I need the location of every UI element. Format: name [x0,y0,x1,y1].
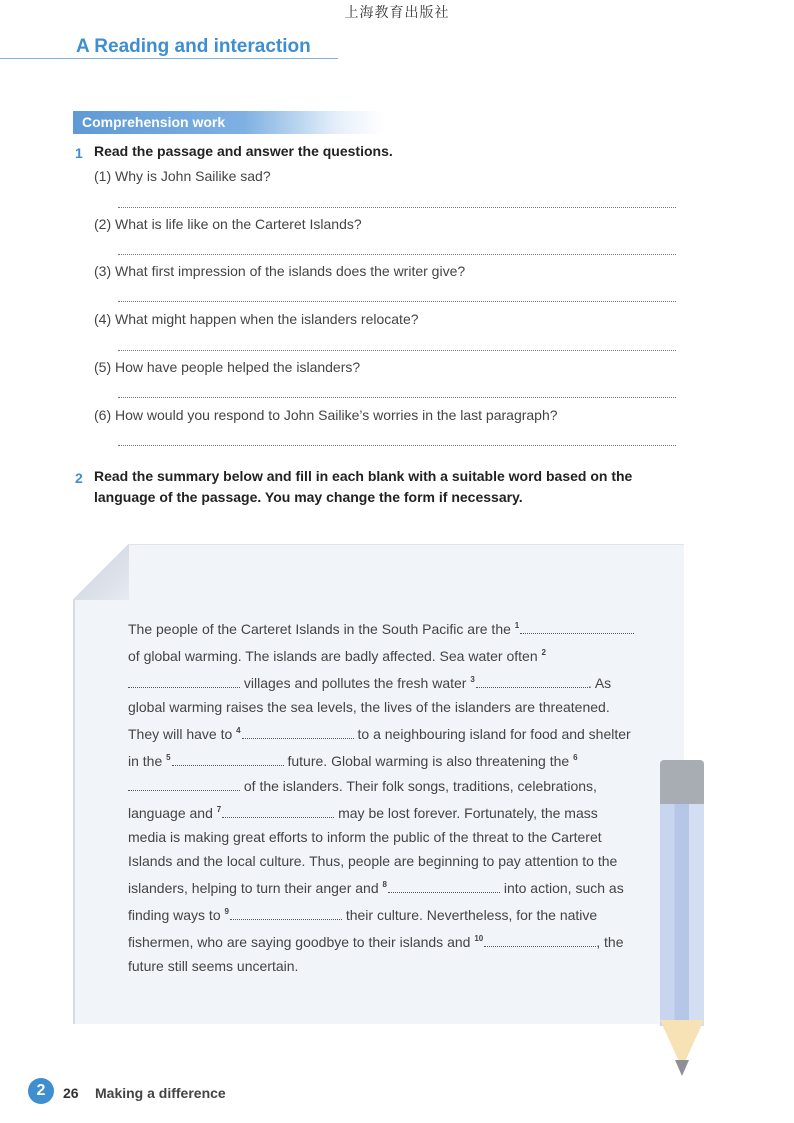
page-number: 26 [63,1085,79,1101]
question-1-item-6: (6) How would you respond to John Sailike’s worries in the last paragraph? [94,407,558,423]
summary-passage: The people of the Carteret Islands in the South Pacific are the $^1$ of global warming. The islands are badly affected. Sea water often $^2$ villages and pollutes the fresh water $^3$ . As global warming raises the sea levels, the lives of the islanders are threatened. They will have to $^4$ to a neighbouring island for food and shelter in the $^5$ future. Global warming is also threatening the $^6$ of the islanders. Their folk songs, traditions, celebrations, language and $^7$ may be lost forever. Fortunately, the mass media is making great efforts to inform the public of the threat to the Carteret Islands and the local culture. Thus, people are beginning to pay attention to the islanders, helping to turn their anger and $^8$ into action, such as finding ways to $^9$ their culture. Nevertheless, for the native fishermen, who are saying goodbye to their islands and $^{10}$ , the future still seems uncertain. [128,614,638,978]
blank-6-number: 6 [573,753,578,763]
question-1-item-4: (4) What might happen when the islanders relocate? [94,311,419,327]
question-2-instruction-line-2: language of the passage. You may change the form if necessary. [94,489,523,505]
publisher-name: 上海教育出版社 [344,5,450,21]
blank-9-number: 9 [224,907,229,917]
blank-10-number: 10 [474,934,484,944]
blank-9[interactable] [230,905,342,920]
blank-4[interactable] [242,724,354,739]
blank-1-number: 1 [514,621,520,630]
answer-line-6[interactable] [118,445,676,446]
unit-title: Making a difference [95,1085,226,1101]
question-1-number: 1 [75,145,83,161]
question-1-item-5: (5) How have people helped the islanders? [94,359,361,375]
answer-line-5[interactable] [118,397,676,398]
note-edge-shadow [73,600,75,1024]
pencil-lead-tip [675,1060,689,1076]
blank-5-number: 5 [166,753,171,763]
pencil-body [660,804,704,1026]
note-folded-corner [73,544,129,600]
blank-3[interactable] [476,673,588,688]
blank-7[interactable] [222,803,334,818]
blank-1[interactable] [520,619,634,634]
question-1-item-3: (3) What first impression of the islands does the writer give? [94,263,466,279]
blank-6[interactable] [128,776,240,791]
blank-8-number: 8 [382,879,387,889]
unit-number-badge: 2 [28,1078,54,1104]
blank-2[interactable] [128,673,240,688]
question-1-item-1: (1) Why is John Sailike sad? [94,168,271,184]
pencil-eraser [660,760,704,804]
blank-4-number: 4 [236,726,241,736]
question-2-number: 2 [75,470,83,486]
answer-line-3[interactable] [118,301,676,302]
section-title-underline [0,58,338,59]
answer-line-1[interactable] [118,207,676,208]
blank-7-number: 7 [216,804,222,814]
comprehension-band [73,111,383,134]
blank-8[interactable] [388,878,500,893]
answer-line-2[interactable] [118,254,676,255]
blank-2-number: 2 [541,648,546,658]
question-1-instruction: Read the passage and answer the questions. [94,143,393,159]
blank-10[interactable] [484,932,596,947]
question-2-instruction-line-1: Read the summary below and fill in each blank with a suitable word based on the [94,468,633,484]
question-1-item-2: (2) What is life like on the Carteret Islands? [94,216,362,232]
blank-5[interactable] [172,751,284,766]
blank-3-number: 3 [470,675,475,685]
pencil-illustration [660,760,704,1080]
answer-line-4[interactable] [118,350,676,351]
comprehension-band-label: Comprehension work [82,114,226,130]
section-title: A Reading and interaction [76,36,311,57]
